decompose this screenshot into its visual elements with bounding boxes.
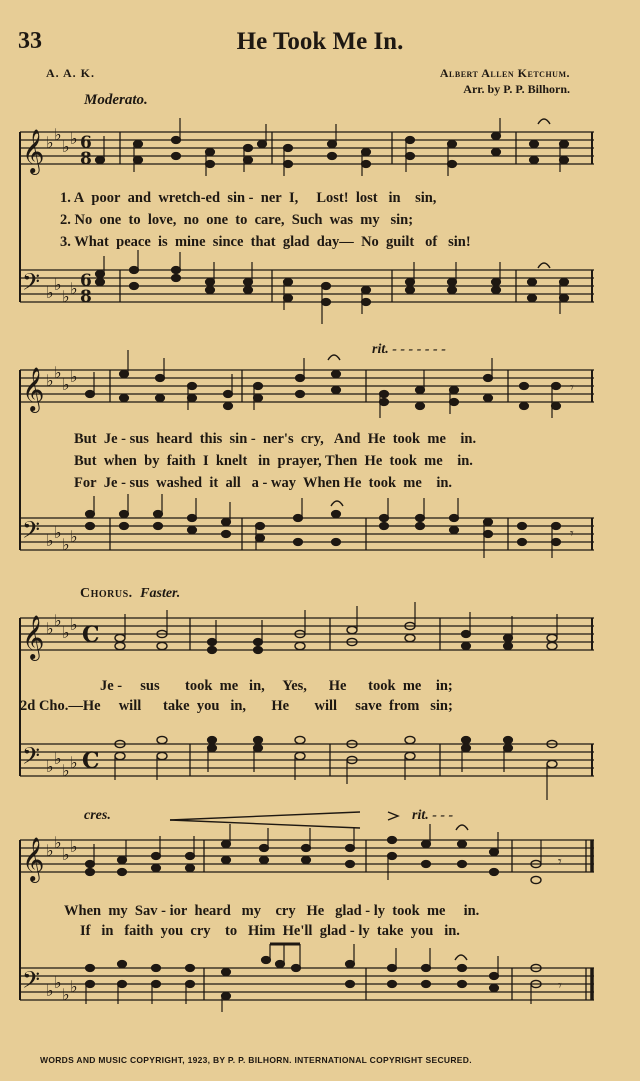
- svg-text:♭: ♭: [70, 977, 78, 996]
- svg-text:𝄾: 𝄾: [570, 380, 574, 396]
- noteheads: [86, 118, 569, 1012]
- chorus-2-line-2: If in faith you cry to Him He'll glad - ly take you in.: [80, 923, 460, 939]
- chorus-heading: Chorus.: [80, 586, 133, 601]
- svg-text:♭: ♭: [46, 619, 54, 638]
- treble-clef-icon: 𝄞: [22, 837, 45, 881]
- time-signature-6-8: [80, 133, 92, 307]
- svg-text:6: 6: [80, 133, 92, 153]
- barlines-1: [120, 132, 592, 302]
- accent-mark: [388, 812, 398, 820]
- svg-text:♭: ♭: [62, 375, 70, 394]
- tempo-marking: Moderato.: [84, 92, 148, 108]
- svg-text:♭: ♭: [46, 757, 54, 776]
- bass-clef-icon: 𝄢: [22, 742, 41, 775]
- svg-text:♭: ♭: [46, 981, 54, 1000]
- svg-text:𝄾: 𝄾: [558, 978, 562, 994]
- page-number: 33: [18, 28, 42, 54]
- svg-text:♭: ♭: [54, 833, 62, 852]
- chorus-2-line-1: 2d Cho.—He will take you in, He will save from sin;: [20, 698, 453, 714]
- verse-2-line-2: But when by faith I knelt in prayer, Then He took me in.: [74, 453, 473, 469]
- chorus-line-2: When my Sav - ior heard my cry He glad - ly took me in.: [64, 903, 480, 919]
- svg-text:♭: ♭: [62, 287, 70, 306]
- svg-text:♭: ♭: [70, 753, 78, 772]
- svg-text:♭: ♭: [62, 845, 70, 864]
- system-1: [20, 132, 594, 302]
- composer-credit: Albert Allen Ketchum.: [439, 66, 570, 80]
- svg-text:𝄾: 𝄾: [558, 854, 562, 870]
- hymn-title: He Took Me In.: [236, 28, 404, 55]
- svg-text:♭: ♭: [70, 367, 78, 386]
- svg-text:C: C: [82, 748, 100, 774]
- svg-text:♭: ♭: [70, 279, 78, 298]
- verse-3-line-1: 3. What peace is mine since that glad day— No guilt of sin!: [60, 234, 471, 250]
- svg-text:♭: ♭: [54, 363, 62, 382]
- svg-text:♭: ♭: [46, 283, 54, 302]
- bass-clef-icon: 𝄢: [22, 966, 41, 999]
- time-signature-common: [82, 622, 100, 774]
- svg-text:♭: ♭: [46, 371, 54, 390]
- svg-text:♭: ♭: [54, 125, 62, 144]
- svg-text:♭: ♭: [70, 527, 78, 546]
- verse-1-line-2: But Je - sus heard this sin - ner's cry, And He took me in.: [74, 431, 477, 447]
- treble-clef-icon: 𝄞: [22, 367, 45, 411]
- svg-text:♭: ♭: [54, 523, 62, 542]
- ritardando-marking-1: rit. - - - - - - -: [372, 342, 446, 357]
- words-credit: A. A. K.: [46, 66, 96, 80]
- svg-text:♭: ♭: [70, 615, 78, 634]
- svg-text:♭: ♭: [62, 985, 70, 1004]
- crescendo-hairpin: [170, 812, 360, 828]
- svg-text:♭: ♭: [54, 275, 62, 294]
- svg-text:6: 6: [80, 271, 92, 291]
- ritardando-marking-2: rit. - - -: [412, 808, 454, 823]
- verse-2-line-1: 2. No one to love, no one to care, Such was my sin;: [60, 212, 414, 228]
- treble-staff-1: [20, 132, 594, 164]
- svg-text:8: 8: [80, 149, 92, 169]
- faster-marking: Faster.: [140, 586, 181, 601]
- arranger-credit: Arr. by P. P. Bilhorn.: [463, 82, 570, 96]
- copyright-notice: WORDS AND MUSIC COPYRIGHT, 1923, BY P. P. BILHORN. INTERNATIONAL COPYRIGHT SECURED.: [40, 1055, 472, 1065]
- svg-text:♭: ♭: [54, 611, 62, 630]
- svg-text:♭: ♭: [70, 129, 78, 148]
- verse-3-line-2: For Je - sus washed it all a - way When He took me in.: [74, 475, 453, 491]
- svg-text:8: 8: [80, 287, 92, 307]
- rest-marks: [558, 380, 574, 994]
- svg-text:C: C: [82, 622, 100, 648]
- svg-text:𝄾: 𝄾: [570, 526, 574, 542]
- bass-clef-icon: 𝄢: [22, 516, 41, 549]
- bass-staff-1: [20, 270, 594, 302]
- svg-text:♭: ♭: [62, 761, 70, 780]
- svg-text:♭: ♭: [46, 133, 54, 152]
- treble-clef-icon: 𝄞: [22, 615, 45, 659]
- svg-text:♭: ♭: [46, 841, 54, 860]
- chorus-line-1: Je - sus took me in, Yes, He took me in;: [100, 678, 453, 694]
- crescendo-marking: cres.: [84, 808, 111, 823]
- bass-staff-4: [20, 968, 594, 1000]
- svg-text:♭: ♭: [54, 749, 62, 768]
- system-2: [20, 370, 594, 550]
- verse-1-line-1: 1. A poor and wretch-ed sin - ner I, Lost! lost in sin,: [60, 190, 437, 206]
- svg-text:♭: ♭: [46, 531, 54, 550]
- svg-text:♭: ♭: [62, 535, 70, 554]
- svg-text:♭: ♭: [54, 973, 62, 992]
- svg-text:♭: ♭: [62, 137, 70, 156]
- bass-clef-icon: 𝄢: [22, 268, 41, 301]
- svg-text:♭: ♭: [70, 837, 78, 856]
- fermata-marks: [328, 119, 550, 960]
- treble-clef-icon: 𝄞: [22, 129, 45, 173]
- svg-text:♭: ♭: [62, 623, 70, 642]
